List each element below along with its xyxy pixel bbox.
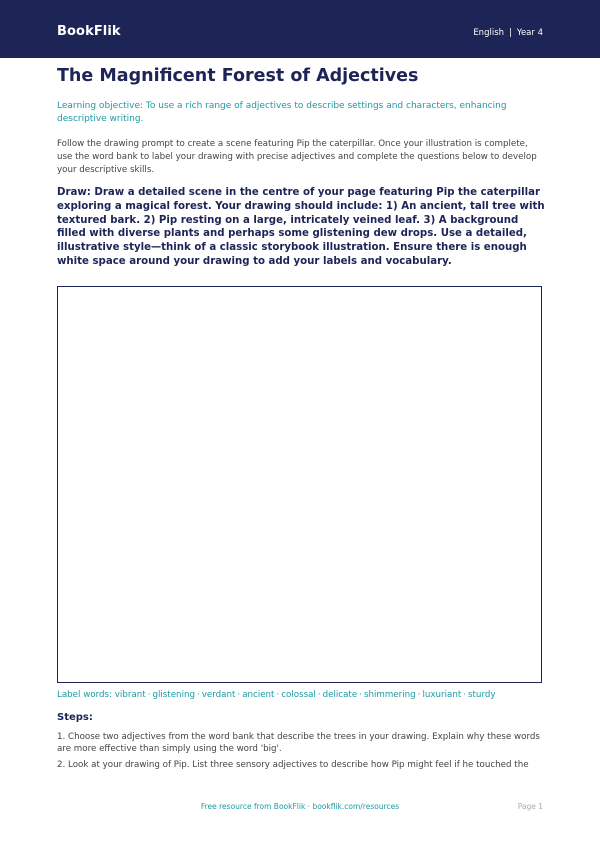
intro-text: Follow the drawing prompt to create a scene featuring Pip the caterpillar. Once your illustration is complete, use the word bank to label your drawing with precise adjectives and complete the questions below to develop your descriptive skills.	[57, 139, 537, 175]
word-separator: ·	[276, 690, 280, 700]
page-title: The Magnificent Forest of Adjectives	[57, 66, 419, 86]
label-word: glistening	[152, 690, 195, 700]
label-word: luxuriant	[422, 690, 462, 700]
word-separator: ·	[197, 690, 200, 700]
footer-text: Free resource from BookFlik · bookflik.com/resources	[200, 802, 400, 811]
subject-label: English	[473, 28, 505, 38]
word-separator: ·	[237, 690, 241, 700]
year-label: Year 4	[516, 28, 543, 38]
step-item-2: 2. Look at your drawing of Pip. List three sensory adjectives to describe how Pip might feel if he touched the	[57, 760, 529, 770]
meta-separator: |	[509, 28, 512, 38]
label-word: colossal	[281, 690, 316, 700]
word-separator: ·	[147, 690, 151, 700]
label-word: sturdy	[468, 690, 496, 700]
learning-objective: Learning objective: To use a rich range of adjectives to describe settings and characters, enhancing descriptive writing.	[57, 101, 507, 124]
word-separator: ·	[417, 690, 421, 700]
drawing-area[interactable]	[57, 286, 542, 683]
steps-list	[57, 731, 545, 775]
steps-heading: Steps:	[57, 712, 93, 723]
label-words-prefix: Label words:	[57, 690, 113, 700]
step-item-1: 1. Choose two adjectives from the word bank that describe the trees in your drawing. Explain why these words are more effective than simply using the word 'big'.	[57, 732, 540, 754]
word-separator: ·	[463, 690, 466, 700]
label-words-list	[115, 690, 496, 700]
word-separator: ·	[359, 690, 362, 700]
word-separator: ·	[317, 690, 321, 700]
label-words	[57, 690, 557, 700]
label-word: vibrant	[114, 690, 146, 700]
label-word: ancient	[242, 690, 275, 700]
label-word: verdant	[201, 690, 236, 700]
draw-prompt: Draw: Draw a detailed scene in the centre of your page featuring Pip the caterpillar exploring a magical forest. Your drawing should include: 1) An ancient, tall tree with textured bark. 2) Pip resting on a large, intricately veined leaf. 3) A background filled with diverse plants and perhaps some glistening dew drops. Use a detailed, illustrative style—think of a classic storybook illustration. Ensure there is enough white space around your drawing to add your labels and vocabulary.	[57, 187, 545, 267]
brand-logo-text: BookFlik	[57, 24, 121, 39]
subject-year-label	[473, 28, 543, 38]
label-word: shimmering	[363, 690, 416, 700]
page-header	[0, 0, 600, 58]
page-number: Page 1	[517, 802, 543, 811]
label-word: delicate	[322, 690, 358, 700]
